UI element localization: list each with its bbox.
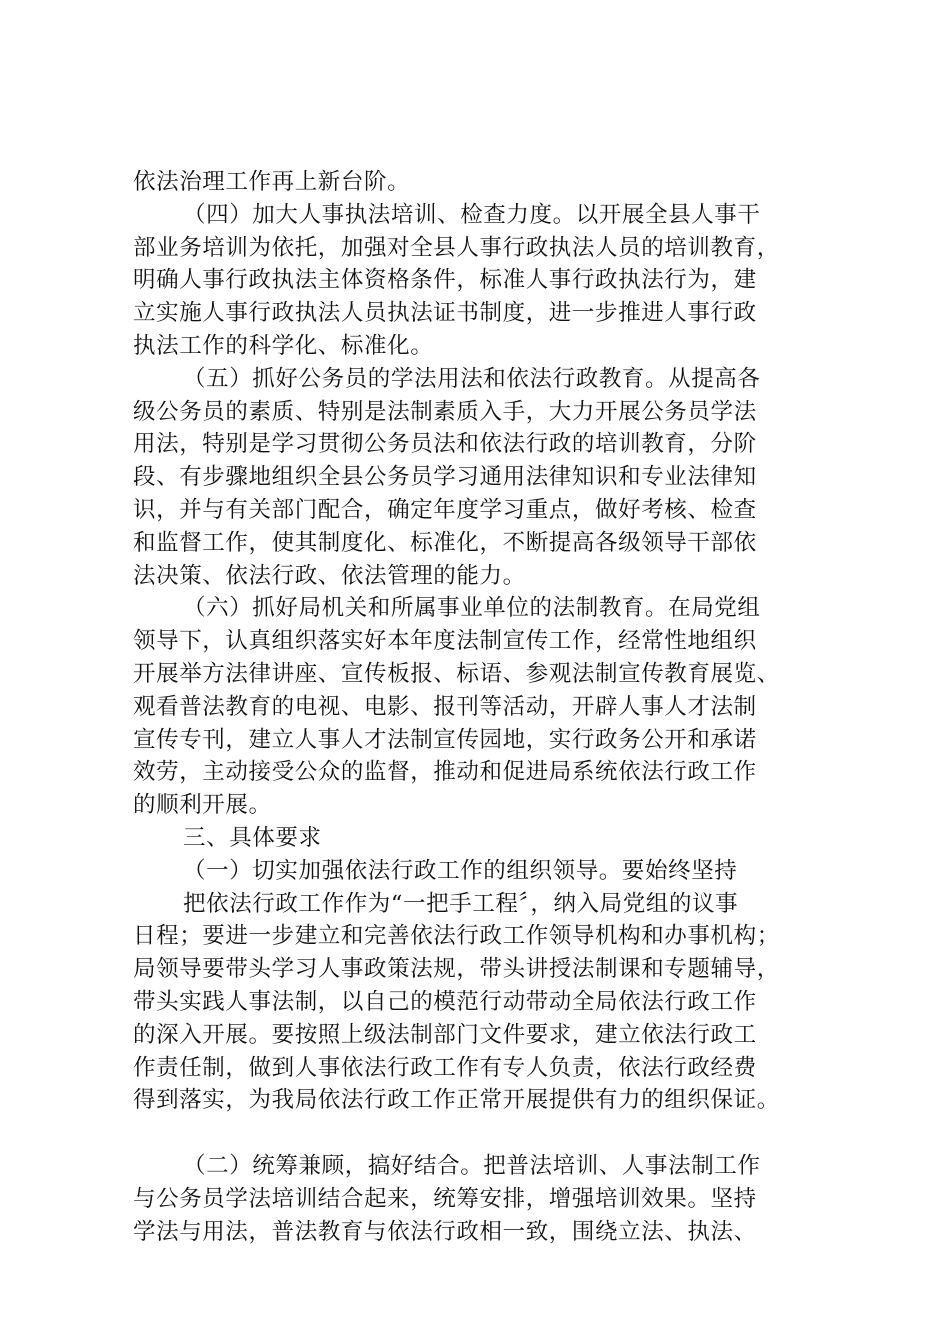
paragraph-line: 的深入开展。要按照上级法制部门文件要求，建立依法行政工 xyxy=(133,1021,757,1048)
paragraph-line: （二）统筹兼顾，搞好结合。把普法培训、人事法制工作 xyxy=(183,1152,761,1179)
paragraph-line: 学法与用法，普法教育与依法行政相一致，围绕立法、执法、 xyxy=(133,1218,757,1245)
paragraph-line: 立实施人事行政执法人员执法证书制度，进一步推进人事行政 xyxy=(133,300,757,327)
paragraph-line: （四）加大人事执法培训、检查力度。以开展全县人事干 xyxy=(183,201,761,228)
paragraph-line: 部业务培训为依托，加强对全县人事行政执法人员的培训教育， xyxy=(133,234,780,261)
paragraph-line: 把依法行政工作作为“一把手工程〞，纳入局党组的议事 xyxy=(183,890,739,917)
paragraph-line: 得到落实，为我局依法行政工作正常开展提供有力的组织保证。 xyxy=(133,1087,780,1114)
paragraph-line: 局领导要带头学习人事政策法规，带头讲授法制课和专题辅导， xyxy=(133,956,780,983)
section-heading: 三、具体要求 xyxy=(183,824,322,851)
paragraph-line: 级公务员的素质、特别是法制素质入手，大力开展公务员学法 xyxy=(133,398,757,425)
paragraph-line: 效劳，主动接受公众的监督，推动和促进局系统依法行政工作 xyxy=(133,759,757,786)
paragraph-line: 日程；要进一步建立和完善依法行政工作领导机构和办事机构； xyxy=(133,923,780,950)
paragraph-line: 执法工作的科学化、标准化。 xyxy=(133,332,434,359)
paragraph-gap xyxy=(133,1117,833,1150)
paragraph-line: 领导下，认真组织落实好本年度法制宣传工作，经常性地组织 xyxy=(133,628,757,655)
paragraph-line: 观看普法教育的电视、电影、报刊等活动，开辟人事人才法制 xyxy=(133,693,757,720)
paragraph-line: 依法治理工作再上新台阶。 xyxy=(133,169,411,195)
paragraph-line: 开展举方法律讲座、宣传板报、标语、参观法制宣传教育展览、 xyxy=(133,660,780,687)
paragraph-line: 段、有步骤地组织全县公务员学习通用法律知识和专业法律知 xyxy=(133,464,757,491)
paragraph-line: 明确人事行政执法主体资格条件，标准人事行政执法行为，建 xyxy=(133,267,757,294)
document-body xyxy=(133,166,833,1248)
paragraph-line: 带头实践人事法制，以自己的模范行动带动全局依法行政工作 xyxy=(133,988,757,1015)
paragraph-line: （一）切实加强依法行政工作的组织领导。要始终坚持 xyxy=(183,857,738,884)
paragraph-line: 法决策、依法行政、依法管理的能力。 xyxy=(133,562,526,589)
paragraph-line: 用法，特别是学习贯彻公务员法和依法行政的培训教育，分阶 xyxy=(133,431,757,458)
paragraph-line: （六）抓好局机关和所属事业单位的法制教育。在局党组 xyxy=(183,595,761,622)
paragraph-line: 作责任制，做到人事依法行政工作有专人负责，依法行政经费 xyxy=(133,1054,757,1081)
paragraph-line: 宣传专刊，建立人事人才法制宣传园地，实行政务公开和承诺 xyxy=(133,726,757,753)
paragraph-line: 和监督工作，使其制度化、标准化，不断提高各级领导干部依 xyxy=(133,529,757,556)
paragraph-line: 的顺利开展。 xyxy=(133,792,272,819)
paragraph-line: （五）抓好公务员的学法用法和依法行政教育。从提高各 xyxy=(183,365,761,392)
paragraph-line: 与公务员学法培训结合起来，统筹安排，增强培训效果。坚持 xyxy=(133,1185,757,1212)
paragraph-line: 识，并与有关部门配合，确定年度学习重点，做好考核、检查 xyxy=(133,496,757,523)
